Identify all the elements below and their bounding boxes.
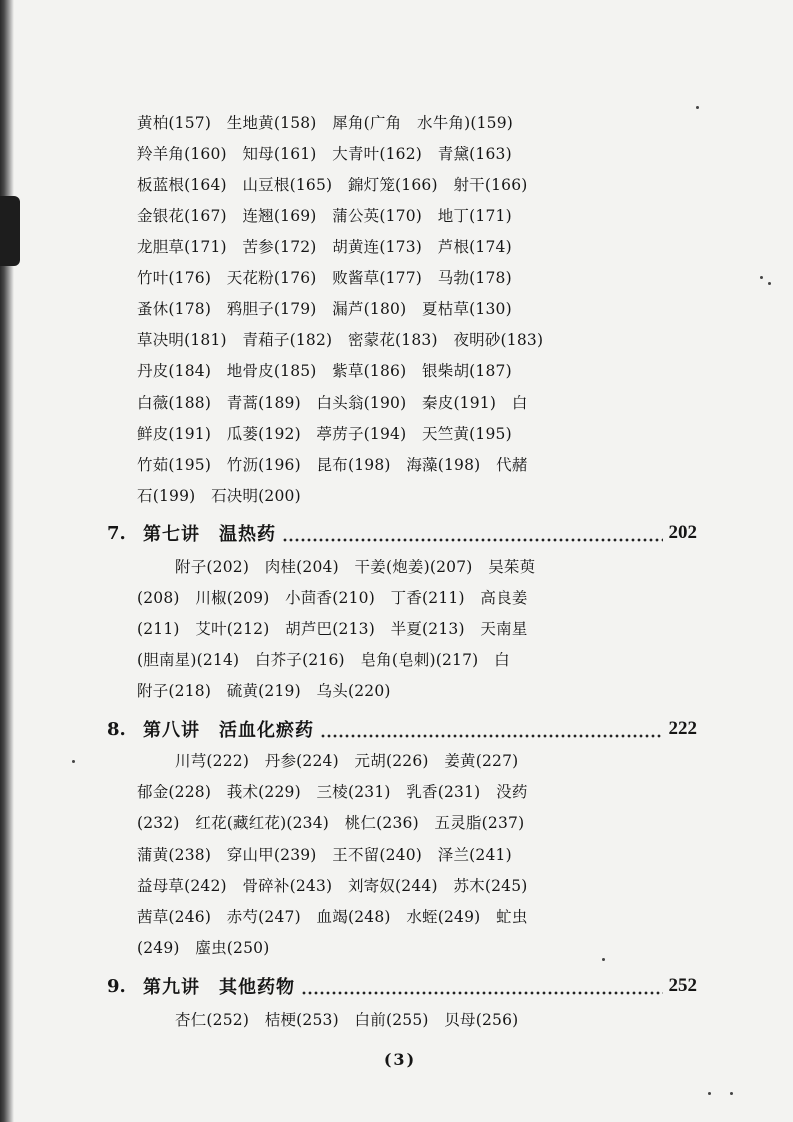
scan-speck xyxy=(730,1092,733,1095)
toc-entry-line: 附子(202) 肉桂(204) 干姜(炮姜)(207) 吴茱萸 xyxy=(175,558,536,576)
page-number: (3) xyxy=(383,1050,417,1069)
scan-blot xyxy=(0,196,20,266)
toc-entry-line: 黄柏(157) 生地黄(158) 犀角(广角 水牛角)(159) xyxy=(137,114,514,132)
toc-entry-line: 石(199) 石决明(200) xyxy=(137,487,301,505)
toc-entry-line: 杏仁(252) 桔梗(253) 白前(255) 贝母(256) xyxy=(175,1011,519,1029)
scan-speck xyxy=(696,106,699,109)
section-heading-9 xyxy=(107,973,697,999)
scan-binding-edge xyxy=(0,0,14,1122)
section-number: 8. xyxy=(107,718,126,740)
dot-leader xyxy=(282,524,663,542)
toc-entry-line: 鲜皮(191) 瓜蒌(192) 葶苈子(194) 天竺黄(195) xyxy=(137,425,512,443)
toc-entry-line: 白薇(188) 青蒿(189) 白头翁(190) 秦皮(191) 白 xyxy=(137,394,528,412)
toc-entry-line: 蒲黄(238) 穿山甲(239) 王不留(240) 泽兰(241) xyxy=(137,846,512,864)
toc-entry-line: (232) 红花(藏红花)(234) 桃仁(236) 五灵脂(237) xyxy=(137,814,525,832)
section-heading-7 xyxy=(107,520,697,546)
toc-entry-line: 川芎(222) 丹参(224) 元胡(226) 姜黄(227) xyxy=(175,752,519,770)
scan-speck xyxy=(602,958,605,961)
toc-entry-line: 茜草(246) 赤芍(247) 血竭(248) 水蛭(249) 虻虫 xyxy=(137,908,528,926)
toc-entry-line: 羚羊角(160) 知母(161) 大青叶(162) 青黛(163) xyxy=(137,145,512,163)
toc-entry-line: 竹茹(195) 竹沥(196) 昆布(198) 海藻(198) 代赭 xyxy=(137,456,528,474)
section-title: 第七讲 温热药 xyxy=(143,524,276,545)
section-page-number: 252 xyxy=(668,975,697,996)
dot-leader xyxy=(301,977,663,995)
toc-entry-line: 龙胆草(171) 苦参(172) 胡黄连(173) 芦根(174) xyxy=(137,238,512,256)
toc-entry-line: 蚤休(178) 鸦胆子(179) 漏芦(180) 夏枯草(130) xyxy=(137,300,512,318)
toc-entry-line: 竹叶(176) 天花粉(176) 败酱草(177) 马勃(178) xyxy=(137,269,512,287)
scan-speck xyxy=(72,760,75,763)
dot-leader xyxy=(320,720,663,738)
scan-speck xyxy=(760,276,763,279)
section-page-number: 202 xyxy=(668,522,697,543)
toc-entry-line: 丹皮(184) 地骨皮(185) 紫草(186) 银柴胡(187) xyxy=(137,362,512,380)
toc-entry-line: 草决明(181) 青葙子(182) 密蒙花(183) 夜明砂(183) xyxy=(137,331,544,349)
section-number: 7. xyxy=(107,522,126,544)
toc-entry-line: 益母草(242) 骨碎补(243) 刘寄奴(244) 苏木(245) xyxy=(137,877,528,895)
section-heading-8 xyxy=(107,716,697,742)
section-page-number: 222 xyxy=(668,718,697,739)
toc-entry-line: 附子(218) 硫黄(219) 乌头(220) xyxy=(137,682,391,700)
section-title: 第九讲 其他药物 xyxy=(143,977,295,998)
toc-entry-line: (211) 艾叶(212) 胡芦巴(213) 半夏(213) 天南星 xyxy=(137,620,528,638)
toc-entry-line: 郁金(228) 莪术(229) 三棱(231) 乳香(231) 没药 xyxy=(137,783,528,801)
section-number: 9. xyxy=(107,975,126,997)
scan-speck xyxy=(708,1092,711,1095)
toc-entry-line: 板蓝根(164) 山豆根(165) 錦灯笼(166) 射干(166) xyxy=(137,176,528,194)
toc-entry-line: (249) 䗪虫(250) xyxy=(137,939,270,957)
toc-entry-line: (208) 川椒(209) 小茴香(210) 丁香(211) 高良姜 xyxy=(137,589,528,607)
toc-entry-line: 金银花(167) 连翘(169) 蒲公英(170) 地丁(171) xyxy=(137,207,512,225)
section-title: 第八讲 活血化瘀药 xyxy=(143,720,314,741)
toc-entry-line: (胆南星)(214) 白芥子(216) 皂角(皂刺)(217) 白 xyxy=(137,651,510,669)
scan-speck xyxy=(768,282,771,285)
